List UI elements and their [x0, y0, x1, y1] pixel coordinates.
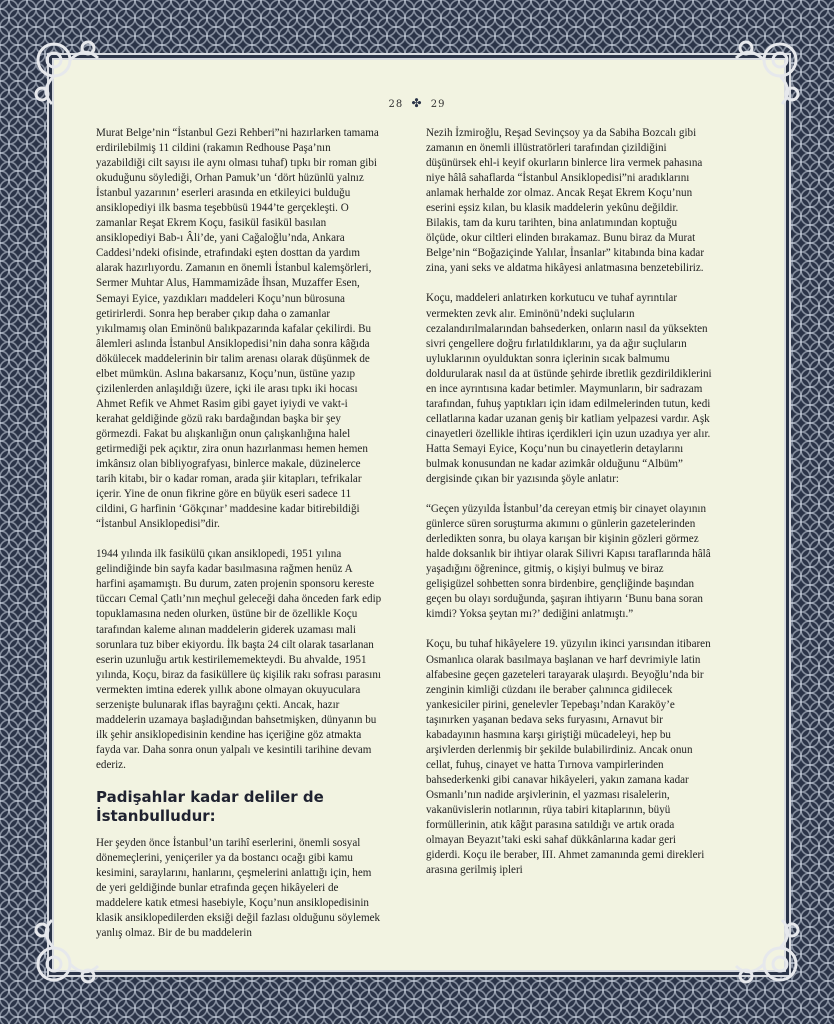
left-column — [96, 126, 382, 956]
paragraph: Koçu, bu tuhaf hikâyelere 19. yüzyılın ikinci yarısından itibaren Osmanlıca olarak basılmaya başlanan ve harf devrimiyle latin alfabesine geçen gazeteleri tarayarak ulaşırdı. Beyoğlu’nda bir zenginin kimliği cüzdanı ile beraber çalınınca gidilecek yankesiciler pirini, genelevler Tepebaşı’ndan Karaköy’e taşınırken yaşanan bedava seks furyasını, Arnavut bir kabadayının hasmına karşı giriştiği mücadeleyi, hep bu arşivlerden derlenmiş bir şekilde bulabilirdiniz. Ancak onun cellat, fuhuş, cinayet ve hatta Tırnova vampirlerinden bahsederkenki gibi canavar hikâyeleri, yakın zamana kadar Osmanlı’nın nadide arşivlerinin, el yazması risalelerin, vakanüvislerin notlarının, rüya tabiri kitaplarının, büyü formüllerinin, atık kâğıt parasına satıldığı ve artık orada olmayan Beyazıt’taki eski sahaf dükkânlarına kadar geri giderdi. Koçu ile beraber, III. Ahmet zamanında gemi direkleri arasına gerilmiş ipleri — [426, 638, 711, 877]
page-number-right: 29 — [430, 99, 446, 110]
paragraph: Her şeyden önce İstanbul’un tarihî eserlerini, önemli sosyal dönemeçlerini, yeniçeriler ya da bostancı ocağı gibi kamu kesimini, saraylarını, hanlarını, çeşmelerini anlattığı için, hem de yeri geldiğinde bunlar etrafında geçen hikâyeleri de maddelere katık etmesi hasebiyle, Koçu’nun ansiklopedisinin klasik ansiklopedilerden eksiği değil fazlası olduğunu söylemek yanlış olmaz. Bir de bu maddelerin — [96, 836, 381, 940]
block-quote: “Geçen yüzyılda İstanbul’da cereyan etmiş bir cinayet olayının günlerce süren soruşturma akımını o günlerin gazetelerinden derledikten sonra, bu olaya karışan bir kişinin gözleri görmez halde doksanlık bir ihtiyar olarak Silivri Kapısı taraflarında hâlâ yaşadığını öğrenince, gitmiş, o kişiyi bulmuş ve biraz gelişigüzel sohbetten sonra birdenbire, gençliğinde başından geçen bu olayı sorduğunda, şaşıran ihtiyarın ‘Bunu bana soran kimdi? Yoksa şeytan mı?’ dediğini anlatmıştı.” — [426, 503, 711, 621]
paragraph: Murat Belge’nin “İstanbul Gezi Rehberi”ni hazırlarken tamama erdirilebilmiş 11 cildini (rakamın Redhouse Paşa’nın yazabildiği cilt sayısı ile aynı olması tuhaf) tıpkı bir roman gibi okuduğunu söylediği, Orhan Pamuk’un ‘dört hüzünlü yalnız İstanbul yazarının’ eserleri arasında en etkileyici bulduğu ansiklopediyi ilk basma teşebbüsü 1944’te gerçekleşti. O zamanlar Reşat Ekrem Koçu, fasikül fasikül basılan ansiklopediyi Bab-ı Âli’de, yani Cağaloğlu’nda, Ankara Caddesi’ndeki ofisinde, etrafındaki eşten dosttan da yardım alarak hazırlıyordu. Zamanın en önemli İstanbul kalemşörleri, Sermer Muhtar Alus, Hammamizâde İhsan, Muzaffer Esen, Semayi Eyice, yazdıkları maddeleri Koçu’nun bürosuna getirirlerdi. Sonra hep beraber çıkıp daha o zamanlar yıkılmamış olan Eminönü balıkpazarında kafalar çekilirdi. Bu âlemleri aslında İstanbul Ansiklopedisi’nin daha sonra kâğıda dökülecek maddelerinin bir talim arenası olarak düşünmek de elbet mümkün. Aslına bakarsanız, Koçu’nun, üstüne yazıp çizilenlerden anlaşıldığı üzere, içki ile arası tıpkı iki hocası Ahmet Refik ve Ahmet Rasim gibi gayet iyiydi ve vakt-i kerahat geldiğinde gözü rakı bardağından başka bir şey görmezdi. Fakat bu alışkanlığın onun çalışkanlığına halel getirmediği pek açıktır, zira onun hazırlanması hemen hemen imkânsız olan bibliyografyası, binlerce makale, düzinelerce tarih kitabı, bir o kadar roman, arada şiir kitapları, tefrikalar içerir. Yine de onun fikrine göre en büyük eseri sadece 11 cildini, G harfinin ‘Gökçınar’ maddesine kadar bitirebildiği “İstanbul Ansiklopedisi”dir. — [96, 127, 379, 531]
section-heading: Padişahlar kadar deliler de İstanbulludur: — [96, 787, 324, 825]
corner-ornament-bottom-left — [28, 912, 106, 990]
paragraph: Nezih İzmiroğlu, Reşad Sevinçsoy ya da Sabiha Bozcalı gibi zamanın en önemli illüstratörleri tarafından çizildiğini düşünürsek ehl-i keyif okurların binlerce lira vermek pahasına niye hâlâ sahaflarda “İstanbul Ansiklopedisi”ni aradıklarını anlamak herhalde zor olmaz. Ancak Reşat Ekrem Koçu’nun eserini eşsiz kılan, bu klasik maddelerin yekûnu değildir. Bilakis, tam da kuru tarihten, bina anlatımından koptuğu ölçüde, okur ciltleri elinden bırakamaz. Bunu biraz da Murat Belge’nin “Boğaziçinde Yalılar, İnsanlar” kitabında bina kadar zina, yani seks ve aldatma hikâyesi anlatmasına benzetebiliriz. — [426, 127, 705, 275]
paragraph: Koçu, maddeleri anlatırken korkutucu ve tuhaf ayrıntılar vermekten zevk alır. Eminönü’ndeki suçluların cezalandırılmalarından bahsederken, onların nasıl da yüksekten sivri çengellere doğru fırlatıldıklarını, ya da ağır suçluların uyluklarının oyulduktan sonra içlerinin sıcak balmumu doldurularak nasıl da at üstünde şehirde ibretlik gezdirildiklerini en ince ayrıntısına kadar betimler. Maymunların, bir sadrazam tarafından, fuhuş yaptıkları için idam edilmelerinden tutun, kedi cellatlarına kadar uzanan geniş bir katliam yelpazesi vardır. Aşk cinayetleri özellikle ihtiras içerdikleri için uzun uzadıya yer alır. Hatta Semayi Eyice, Koçu’nun bu cinayetlerin detaylarını bulmak konusundan ne kadar azimkâr olduğunu “Albüm” dergisinde çıkan bir yazısında şöyle anlatır: — [426, 292, 712, 486]
corner-ornament-bottom-right — [728, 912, 806, 990]
page-numbers — [0, 96, 834, 110]
page-number-left: 28 — [388, 99, 404, 110]
paragraph: 1944 yılında ilk fasikülü çıkan ansiklopedi, 1951 yılına gelindiğinde bin sayfa kadar basılmasına rağmen henüz A harfini aşamamıştı. Bu durum, zaten projenin sponsoru kereste tüccarı Cemal Çatlı’nın meçhul geleceği daha önceden fark edip topuklamasına neden olurken, üstüne bir de özellikle Koçu tarafından kaleme alınan maddelerin giderek uzaması mali sorunlara tuz biber ekiyordu. İlk başta 24 cilt olarak tasarlanan eserin uzunluğu artık kestirilememekteydi. Bu ahvalde, 1951 yılında, Koçu, biraz da fasiküllere üç kişilik rakı sofrası parasını vermekten imtina ederek yıllık abone olmayan okuyuculara serzenişte bulunarak iflas bayrağını çekti. Ancak, hazır maddelerin uzamaya başladığından bahsetmişken, dünyanın bu ilk şehir ansiklopedisinin kendine has içeriğine göz atmakta fayda var. Daha sonra onun yalpalı ve kesintili tarihine devam ederiz. — [96, 548, 382, 771]
right-column — [426, 126, 712, 893]
fleuron-icon: ✤ — [411, 96, 423, 110]
